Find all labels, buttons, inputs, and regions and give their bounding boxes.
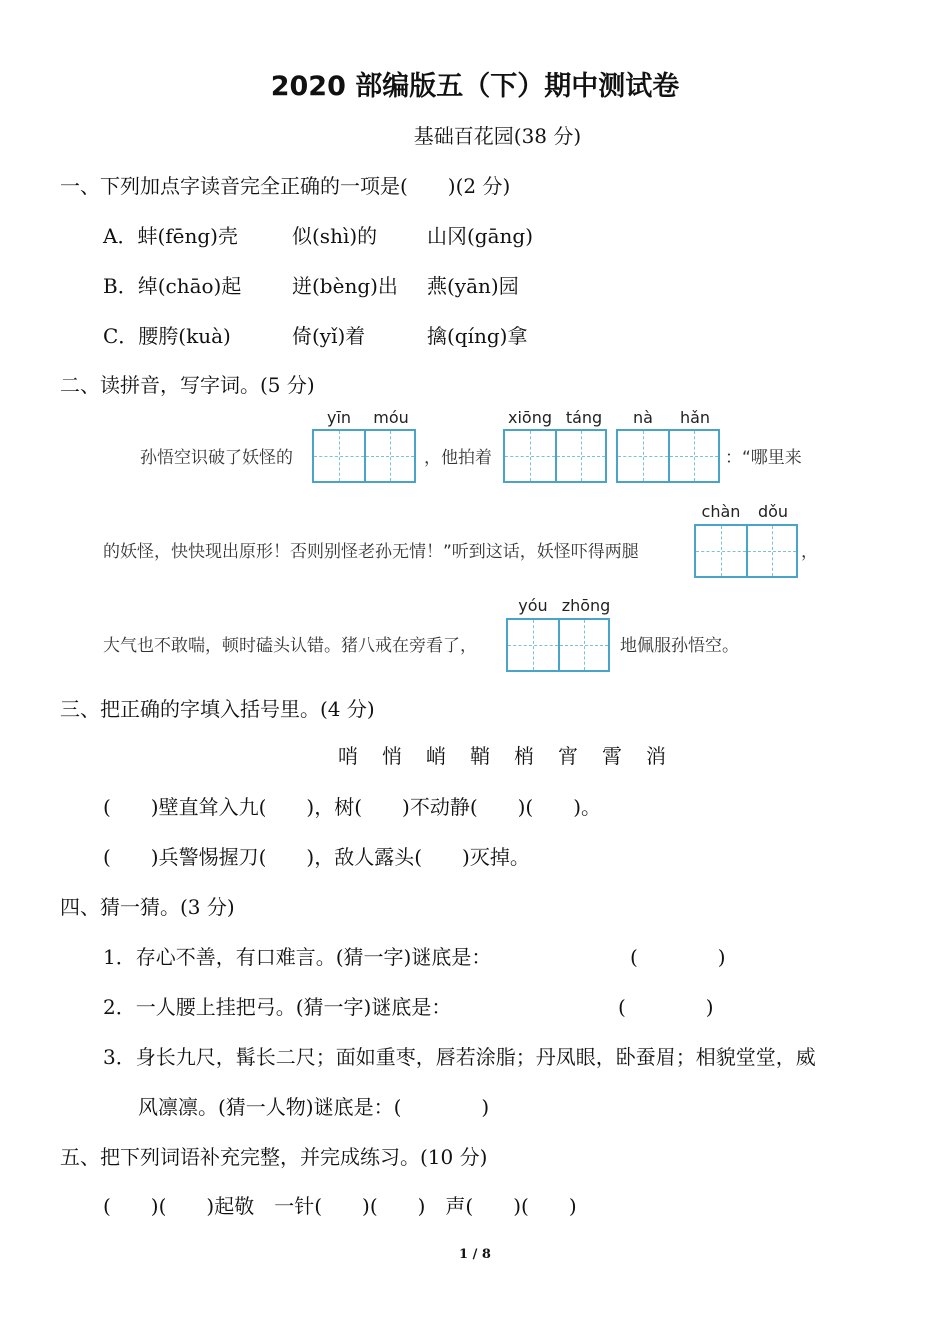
q5-line-1: ( )( )起敬 一针( )( ) 声( )( )	[103, 1194, 577, 1218]
q3-heading: 三、把正确的字填入括号里。(4 分)	[60, 697, 375, 721]
sentence-1b: ，他拍着	[424, 448, 492, 468]
char-option: 梢	[514, 744, 534, 768]
q4-item-1: 1．存心不善，有口难言。(猜一字)谜底是：	[103, 945, 492, 969]
answer-grid-youzhong[interactable]	[506, 618, 610, 672]
q4-item-1-blank[interactable]: ( )	[630, 945, 726, 969]
answer-grid-nahan[interactable]	[616, 429, 720, 483]
char-option: 宵	[558, 744, 578, 768]
q4-item-2-blank[interactable]: ( )	[618, 995, 714, 1019]
q3-line-2: ( )兵警惕握刀( )，敌人露头( )灭掉。	[103, 845, 530, 869]
sentence-2a: 的妖怪，快快现出原形！否则别怪老孙无情！”听到这话，妖怪吓得两腿	[103, 542, 639, 562]
section-subtitle: 基础百花园(38 分)	[413, 124, 582, 148]
q4-item-2: 2．一人腰上挂把弓。(猜一字)谜底是：	[103, 995, 452, 1019]
q4-item-3a: 3．身长九尺，髯长二尺；面如重枣，唇若涂脂；丹凤眼，卧蚕眉；相貌堂堂，威	[103, 1045, 816, 1069]
pinyin-chan: chàn	[701, 502, 741, 521]
pinyin-xiong: xiōng	[508, 408, 552, 427]
q1-a-1: A．蚌(fēng)壳	[103, 224, 238, 248]
pinyin-dou: dǒu	[757, 502, 789, 521]
q1-a-3: 山冈(gāng)	[427, 224, 534, 248]
page-title: 2020 部编版五（下）期中测试卷	[270, 71, 680, 102]
answer-grid-chandou[interactable]	[694, 524, 798, 578]
q4-heading: 四、猜一猜。(3 分)	[60, 895, 235, 919]
answer-grid-xiongtang[interactable]	[503, 429, 607, 483]
q1-c-3: 擒(qíng)拿	[427, 324, 528, 348]
char-option: 霄	[602, 744, 622, 768]
answer-grid-yinmou[interactable]	[312, 429, 416, 483]
q1-b-1: B．绰(chāo)起	[103, 274, 242, 298]
q2-heading: 二、读拼音，写字词。(5 分)	[60, 373, 315, 397]
char-option: 消	[646, 744, 666, 768]
pinyin-han: hǎn	[679, 408, 711, 427]
sentence-2b: ，	[801, 542, 818, 562]
char-option: 鞘	[470, 744, 490, 768]
pinyin-zhong: zhōng	[561, 596, 611, 615]
sentence-3b: 地佩服孙悟空。	[620, 636, 739, 656]
char-option: 悄	[382, 744, 402, 768]
q1-c-1: C．腰胯(kuà)	[103, 324, 231, 348]
q1-b-2: 迸(bèng)出	[292, 274, 398, 298]
pinyin-tang: táng	[565, 408, 603, 427]
q5-heading: 五、把下列词语补充完整，并完成练习。(10 分)	[60, 1145, 488, 1169]
page-number: 1 / 8	[459, 1247, 491, 1262]
q1-b-3: 燕(yān)园	[427, 274, 519, 298]
char-option: 峭	[426, 744, 446, 768]
q3-char-bank	[338, 740, 690, 769]
q1-a-2: 似(shì)的	[292, 224, 378, 248]
sentence-1c: ：“哪里来	[725, 448, 802, 468]
q4-item-3b: 风凛凛。(猜一人物)谜底是：( )	[138, 1095, 490, 1119]
q1-heading: 一、下列加点字读音完全正确的一项是( )(2 分)	[60, 174, 511, 198]
q1-c-2: 倚(yǐ)着	[292, 324, 366, 348]
pinyin-you: yóu	[518, 596, 548, 615]
q3-line-1: ( )壁直耸入九( )，树( )不动静( )( )。	[103, 795, 602, 819]
char-option: 哨	[338, 744, 358, 768]
pinyin-na: nà	[633, 408, 653, 427]
sentence-1a: 孙悟空识破了妖怪的	[140, 448, 293, 468]
pinyin-mou: móu	[373, 408, 409, 427]
sentence-3a: 大气也不敢喘，顿时磕头认错。猪八戒在旁看了，	[103, 636, 477, 656]
pinyin-yin: yīn	[326, 408, 352, 427]
